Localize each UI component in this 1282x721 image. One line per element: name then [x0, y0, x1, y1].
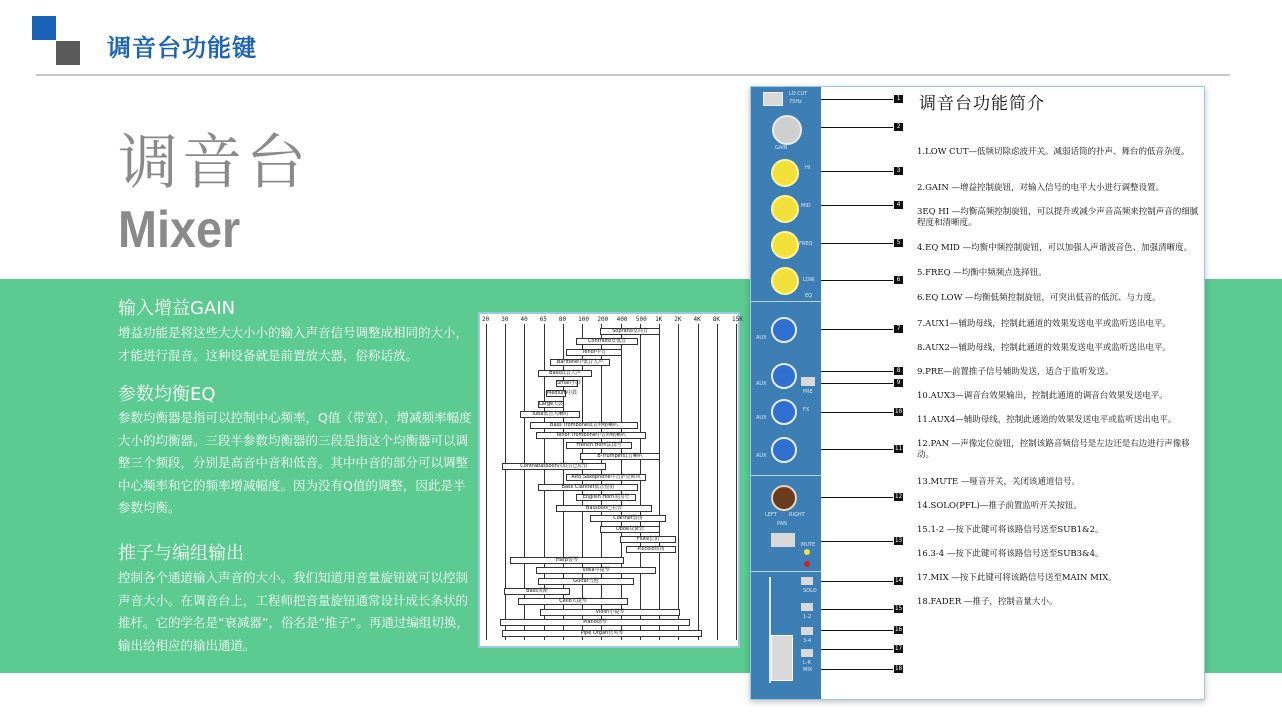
freq-gridline: [621, 324, 622, 640]
freq-tick-label: 8K: [712, 316, 720, 323]
aux3-knob[interactable]: [771, 399, 797, 425]
page-title: 调音台功能键: [107, 34, 257, 62]
freq-tick-label: 100: [578, 316, 589, 323]
callout-number: 2: [894, 123, 903, 131]
freq-gridline: [601, 324, 602, 640]
header-divider: [36, 74, 1230, 76]
leader-line: [821, 171, 893, 172]
callout-number: 6: [894, 276, 903, 284]
instrument-range-bar: Tuba低音大喇叭: [520, 411, 580, 418]
leader-line: [821, 205, 893, 206]
instrument-range-bar: Bass低音人声: [538, 370, 592, 377]
channel-strip: [751, 87, 821, 699]
function-description: 7.AUX1—辅助母线，控制此通道的效果发送电平或监听送出电平。: [917, 319, 1171, 329]
function-description: 8.AUX2—辅助母线，控制此通道的效果发送电平或监听送出电平。: [917, 343, 1171, 353]
sub34-button[interactable]: [801, 627, 813, 635]
instrument-range-bar: Flute长笛: [620, 536, 676, 543]
leader-line: [821, 630, 893, 631]
leader-line: [821, 541, 893, 542]
instrument-range-bar: English Horn英国号: [576, 494, 636, 501]
callout-number: 4: [894, 201, 903, 209]
mix-label: MIX: [803, 667, 813, 673]
instrument-range-bar: Cello大提琴: [518, 598, 628, 605]
strip-divider-2: [751, 475, 821, 476]
callout-number: 5: [894, 239, 903, 247]
instrument-range-bar: Medium中鼓: [547, 390, 577, 397]
callout-number: 9: [894, 379, 903, 387]
gain-knob[interactable]: [772, 115, 802, 145]
fx-label: FX: [803, 407, 810, 413]
leader-line: [821, 371, 893, 372]
main-mix-button[interactable]: [801, 649, 813, 657]
leader-line: [821, 449, 893, 450]
freq-tick-label: 40: [520, 316, 528, 323]
lr-label: L-R: [803, 660, 811, 666]
instrument-range-bar: B-Trumpet低音喇叭: [580, 453, 660, 460]
instrument-range-bar: Piccolo短笛: [626, 546, 676, 553]
hero-title-cn: 调音台: [118, 128, 310, 198]
section-body-fader: 控制各个通道输入声音的大小。我们知道用音量旋钮就可以控制声音大小。在调音台上，工程师把音量旋钮通常设计成长条状的推杆。它的学名是“衰减器”，俗名是“推子”。再通过编组切换，输出给相应的输出通道。: [118, 570, 469, 653]
callout-number: 14: [894, 577, 903, 584]
aux4-label: AUX: [756, 453, 767, 459]
instrument-range-bar: Clarinet豎笛: [590, 515, 666, 522]
callout-number: 7: [894, 325, 903, 333]
function-description: 13.MUTE —哑音开关，关闭该通道信号。: [917, 477, 1080, 487]
pre-label: PRE: [803, 389, 813, 395]
leader-line: [821, 649, 893, 650]
mute-button[interactable]: [771, 533, 795, 547]
eq-mid-knob[interactable]: [771, 195, 799, 223]
instrument-range-bar: Bass贝斯: [504, 588, 570, 595]
instrument-range-bar: Piano钢琴: [500, 619, 690, 626]
eq-hi-knob[interactable]: [771, 159, 799, 187]
mute-label: MUTE: [801, 542, 816, 548]
freq-gridline: [678, 324, 679, 640]
freq-gridline: [698, 324, 699, 640]
eq-freq-label: FREQ: [799, 241, 813, 247]
freq-tick-label: 20: [482, 316, 490, 323]
callout-number: 17: [894, 645, 903, 652]
instrument-range-bar: Guitar吉他: [538, 578, 634, 585]
freq-gridline: [717, 324, 718, 640]
leader-line: [821, 329, 893, 330]
sub12-button[interactable]: [801, 603, 813, 611]
low-cut-button[interactable]: [763, 92, 783, 106]
aux1-knob[interactable]: [771, 317, 797, 343]
pan-knob[interactable]: [771, 485, 797, 511]
hero-title-en: Mixer: [118, 201, 241, 259]
section-title-eq: 参数均衡EQ: [118, 384, 216, 405]
callout-number: 15: [894, 605, 903, 612]
pan-label: PAN: [777, 521, 787, 527]
mute-led: [804, 549, 810, 555]
freq-gridline: [736, 324, 737, 640]
gain-label: GAIN: [775, 145, 788, 151]
leader-line: [821, 412, 893, 413]
freq-tick-label: 30: [501, 316, 509, 323]
logo-square-gray: [56, 41, 80, 65]
instrument-range-bar: Baritone中低音人声: [550, 359, 610, 366]
freq-tick-label: 200: [597, 316, 609, 323]
eq-hi-label: HI: [805, 165, 811, 171]
eq-low-knob[interactable]: [771, 267, 799, 295]
aux3-label: AUX: [756, 415, 767, 421]
callout-number: 10: [894, 408, 903, 415]
solo-led: [804, 561, 810, 567]
strip-divider: [751, 301, 821, 302]
freq-tick-label: 15K: [732, 316, 743, 323]
instrument-range-bar: Bass Clarinet低音豎笛: [538, 484, 638, 491]
frequency-range-chart: [478, 312, 743, 648]
instrument-range-bar: Oboe双簧管: [600, 526, 660, 533]
instrument-range-bar: Bass Trombone低音伸缩喇叭: [530, 422, 638, 429]
instrument-range-bar: Contrabassoon次低音巴松管: [502, 463, 606, 470]
callout-number: 11: [894, 445, 903, 452]
function-description: 11.AUX4—辅助母线，控制此通道的效果发送电平或监听送出电平。: [917, 415, 1177, 425]
instrument-range-bar: Contralto女低音: [576, 338, 638, 345]
logo-square-blue: [32, 16, 56, 40]
leader-line: [821, 497, 893, 498]
instrument-range-bar: Tenor中音: [566, 349, 622, 356]
function-description: 1.LOW CUT—低频切除虑波开关。减弱话筒的扑声、舞台的低音杂度。: [917, 147, 1190, 157]
function-description: 10.AUX3—调音台效果输出，控制此通道的调音台效果发送电平。: [917, 391, 1168, 401]
eq-freq-knob[interactable]: [771, 231, 799, 259]
callout-number: 8: [894, 367, 903, 375]
freq-tick-label: 400: [616, 316, 628, 323]
freq-gridline: [659, 324, 660, 640]
fader-cap[interactable]: [771, 635, 793, 681]
leader-line: [821, 99, 893, 100]
section-body-gain: 增益功能是将这些大大小小的输入声音信号调整成相同的大小，才能进行混音。这种设备就是前置放大器，俗称话放。: [118, 325, 469, 363]
function-description: 3EQ HI —均衡高频控制旋钮，可以提升或减少声音高频来控制声音的细腻程度和清晰度。: [917, 207, 1199, 228]
leader-line: [821, 669, 893, 670]
function-description: 17.MIX —按下此键可将该路信号送至MAIN MIX。: [917, 573, 1117, 583]
leader-line: [821, 581, 893, 582]
freq-tick-label: 500: [635, 316, 647, 323]
instrument-range-bar: Violin小提琴: [540, 609, 680, 616]
instrument-range-bar: Pipe Organ管风琴: [502, 630, 702, 637]
eq-low-label: LOW: [803, 277, 815, 283]
pan-right-label: RIGHT: [789, 512, 805, 518]
low-cut-label: LO CUT: [789, 91, 808, 97]
panel-title: 调音台功能简介: [919, 94, 1045, 114]
function-description: 18.FADER —推子，控制音量大小。: [917, 597, 1058, 607]
function-description: 2.GAIN —增益控制旋钮，对输入信号的电平大小进行调整设置。: [917, 183, 1165, 193]
leader-line: [821, 280, 893, 281]
instrument-range-bar: Small小鼓: [557, 380, 581, 386]
leader-line: [821, 609, 893, 610]
leader-line: [821, 243, 893, 244]
function-description: 15.1-2 —按下此键可将该路信号送至SUB1&2。: [917, 525, 1104, 535]
mixer-function-panel: [750, 86, 1205, 700]
solo-label: SOLO: [803, 588, 817, 594]
section-title-fader: 推子与编组输出: [118, 543, 244, 564]
callout-number: 18: [894, 665, 903, 672]
freq-tick-label: 1K: [655, 316, 663, 323]
pan-left-label: LEFT: [765, 512, 777, 518]
freq-tick-label: 4K: [693, 316, 701, 323]
freq-tick-label: 80: [558, 316, 567, 323]
instrument-range-bar: Bassoon巴松管: [556, 505, 652, 512]
leader-line: [821, 383, 893, 384]
pre-button[interactable]: [801, 377, 815, 386]
freq-gridline: [640, 324, 641, 640]
aux4-knob[interactable]: [771, 437, 797, 463]
aux2-label: AUX: [756, 381, 767, 387]
leader-line: [821, 127, 893, 128]
sub34-label: 3-4: [803, 638, 812, 644]
callout-number: 12: [894, 493, 903, 500]
strip-divider-3: [751, 571, 821, 572]
instrument-range-bar: Harp豎琴: [510, 557, 624, 564]
aux1-label: AUX: [756, 335, 767, 341]
callout-number: 16: [894, 626, 903, 633]
aux2-knob[interactable]: [771, 363, 797, 389]
function-description: 14.SOLO(PFL)—推子前置监听开关按钮。: [917, 501, 1082, 511]
instrument-range-bar: Viola中提琴: [536, 567, 656, 574]
freq-tick-label: 2K: [674, 316, 682, 323]
sub12-label: 1-2: [803, 614, 812, 620]
instrument-range-bar: Tenor Trombone中音伸缩喇叭: [536, 432, 646, 439]
callout-number: 1: [894, 95, 903, 103]
section-body-eq: 参数均衡器是指可以控制中心频率，Q值（带宽），增减频率幅度大小的均衡器。三段半参数均衡器的三段是指这个均衡器可以调整三个频段，分别是高音中音和低音。其中中音的部分可以调整中心频率和它的频率增减幅度。因为没有Q值的调整，因此是半参数均衡。: [118, 410, 472, 515]
eq-mid-label: MID: [801, 203, 811, 209]
function-description: 4.EQ MID —均衡中频控制旋钮，可以加强人声谐波音色、加强清晰度。: [917, 243, 1193, 253]
instrument-range-bar: French Horn法国号: [566, 442, 632, 449]
instrument-range-bar: Soprano女高音: [600, 328, 660, 335]
solo-button[interactable]: [801, 577, 813, 585]
low-cut-freq-label: 75Hz: [789, 99, 802, 105]
function-description: 6.EQ LOW —均衡低频控制旋钮，可突出低音的低沉、与力度。: [917, 293, 1161, 303]
section-title-gain: 输入增益GAIN: [118, 298, 236, 319]
callout-number: 13: [894, 537, 903, 544]
instrument-range-bar: Large大鼓: [539, 400, 564, 407]
function-description: 16.3-4 —按下此键可将该路信号送至SUB3&4。: [917, 549, 1104, 559]
function-description: 12.PAN —声像定位旋钮，控制该路音频信号是左边还是右边进行声像移动。: [917, 439, 1190, 460]
function-description: 9.PRE—前置推子信号辅助发送，适合于监听发送。: [917, 367, 1114, 377]
callout-number: 3: [894, 167, 903, 175]
function-description: 5.FREQ —均衡中频频点选择钮。: [917, 268, 1047, 278]
freq-gridline: [486, 324, 487, 640]
freq-tick-label: 65: [539, 316, 547, 323]
instrument-range-bar: Alto Saxophone中音萨克斯风: [566, 474, 646, 481]
eq-section-label: EQ: [805, 293, 813, 299]
